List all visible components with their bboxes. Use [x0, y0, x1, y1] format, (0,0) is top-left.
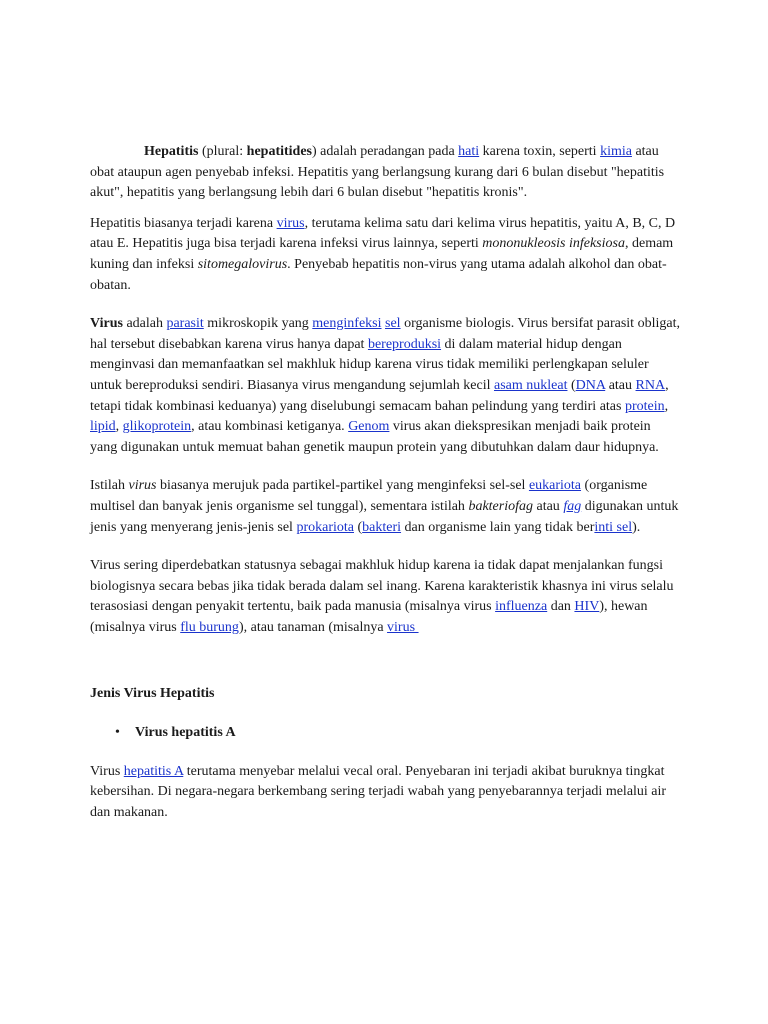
paragraph-intro: [90, 142, 680, 204]
text: , terutama kelima satu dari kelima virus hepatitis, yaitu A, B, C, D atau E. Hepatitis juga bisa terjadi karena infeksi virus lainnya, seperti: [90, 215, 676, 252]
link-dna[interactable]: DNA: [575, 377, 606, 393]
text: (: [353, 519, 363, 535]
paragraph-causes: [90, 214, 680, 296]
text: , demam kuning dan infeksi: [90, 236, 674, 272]
link-virus[interactable]: virus: [276, 215, 305, 231]
text: Istilah: [90, 478, 129, 494]
text: ) adalah peradangan pada: [312, 144, 459, 159]
link-protein[interactable]: protein: [624, 398, 665, 414]
link-glikoprotein[interactable]: glikoprotein: [122, 419, 192, 435]
term-virus-italic: virus: [128, 478, 157, 494]
text: di dalam material hidup dengan menginvasi dan memanfaatkan sel makhluk hidup karena virus tidak memiliki perlengkapan seluler untuk bereproduksi sendiri. Biasanya virus mengandung sejumlah kecil: [90, 336, 649, 393]
link-menginfeksi[interactable]: menginfeksi: [312, 316, 382, 332]
link-asam-nukleat[interactable]: asam nukleat: [493, 377, 568, 393]
text: Virus sering diperdebatkan statusnya sebagai makhluk hidup karena ia tidak dapat menjalankan fungsi biologisnya secara bebas jika tidak berada dalam sel inang. Karena karakteristik khasnya ini virus selalu terasosiasi dengan penyakit tertentu, baik pada manusia (misalnya virus: [90, 558, 674, 615]
text: terutama menyebar melalui vecal oral. Penyebaran ini terjadi akibat buruknya tingkat kebersihan. Di negara-negara berkembang sering terjadi wabah yang penyebarannya terjadi melalui air dan makanan.: [90, 763, 667, 820]
link-hati[interactable]: hati: [458, 144, 480, 159]
link-inti-sel[interactable]: inti sel: [594, 519, 633, 535]
link-genom[interactable]: Genom: [348, 419, 390, 435]
term-mononukleosis: mononukleosis infeksiosa: [482, 236, 625, 252]
link-rna[interactable]: RNA: [635, 377, 666, 393]
link-parasit[interactable]: parasit: [166, 316, 204, 332]
term-hepatitis: Hepatitis: [144, 144, 199, 159]
text: (organisme multisel dan banyak jenis organisme sel tunggal), sementara istilah: [90, 478, 648, 514]
bullet-icon: •: [115, 725, 120, 741]
text: biasanya merujuk pada partikel-partikel yang menginfeksi sel-sel: [156, 478, 529, 494]
document-page: [90, 142, 680, 823]
paragraph-status: [90, 556, 680, 638]
text: dan organisme lain yang tidak ber: [401, 519, 595, 535]
paragraph-virus-definition: [90, 314, 680, 458]
text: karena toxin, seperti: [479, 144, 601, 159]
term-bakteriofag: bakteriofag: [468, 498, 533, 514]
text: ), atau tanaman (misalnya: [238, 619, 388, 635]
text: organisme biologis. Virus bersifat parasit obligat, hal tersebut disebabkan karena virus hanya dapat: [90, 316, 680, 352]
text: Virus: [90, 763, 124, 779]
text: , atau kombinasi ketiganya.: [191, 419, 349, 435]
text: (: [567, 377, 576, 393]
link-influenza[interactable]: influenza: [495, 599, 548, 615]
link-bakteri[interactable]: bakteri: [362, 519, 402, 535]
link-virus-tanaman[interactable]: virus: [387, 619, 419, 635]
link-hiv[interactable]: HIV: [574, 599, 600, 615]
term-virus: Virus: [90, 316, 123, 332]
text: ,: [664, 398, 669, 414]
text: ), hewan (misalnya virus: [90, 599, 648, 635]
text: ,: [115, 419, 123, 435]
text: dan: [547, 599, 575, 615]
list-item: [90, 723, 680, 744]
link-bereproduksi[interactable]: bereproduksi: [367, 336, 442, 352]
text: atau: [605, 377, 636, 393]
paragraph-istilah: [90, 476, 680, 538]
text: atau: [532, 498, 564, 514]
text: adalah: [122, 316, 167, 332]
text: . Penyebab hepatitis non-virus yang utama adalah alkohol dan obat-obatan.: [90, 256, 667, 293]
text: digunakan untuk jenis yang menyerang jenis-jenis sel: [90, 498, 679, 535]
link-lipid[interactable]: lipid: [90, 419, 116, 435]
list-item-label: Virus hepatitis A: [135, 725, 236, 741]
term-hepatitides: hepatitides: [246, 144, 313, 159]
link-eukariota[interactable]: eukariota: [528, 478, 582, 494]
link-kimia[interactable]: kimia: [600, 144, 632, 159]
text: Hepatitis biasanya terjadi karena: [90, 215, 277, 231]
link-sel[interactable]: sel: [385, 316, 401, 332]
link-flu-burung[interactable]: flu burung: [180, 619, 239, 635]
text: atau obat ataupun agen penyebab infeksi. Hepatitis yang berlangsung kurang dari 6 bulan disebut "hepatitis akut", hepatitis yang berlangsung lebih dari 6 bulan disebut "hepatitis kronis".: [90, 144, 665, 201]
link-prokariota[interactable]: prokariota: [296, 519, 354, 535]
text: (plural:: [198, 144, 247, 159]
bullet-list: [90, 723, 680, 744]
text: , tetapi tidak kombinasi keduanya) yang diselubungi semacam bahan pelindung yang terdiri atas: [90, 377, 669, 414]
link-hepatitis-a[interactable]: hepatitis A: [123, 763, 184, 779]
text: ).: [632, 519, 641, 535]
heading-text: Jenis Virus Hepatitis: [90, 686, 215, 702]
section-heading: [90, 684, 680, 705]
paragraph-hepatitis-a: [90, 762, 680, 824]
text: mikroskopik yang: [203, 316, 313, 332]
term-sitomegalovirus: sitomegalovirus: [197, 256, 288, 272]
text: virus akan diekspresikan menjadi baik protein yang digunakan untuk memuat bahan genetik maupun protein yang dibutuhkan dalam daur hidupnya.: [90, 419, 659, 455]
link-fag[interactable]: fag: [563, 498, 582, 514]
